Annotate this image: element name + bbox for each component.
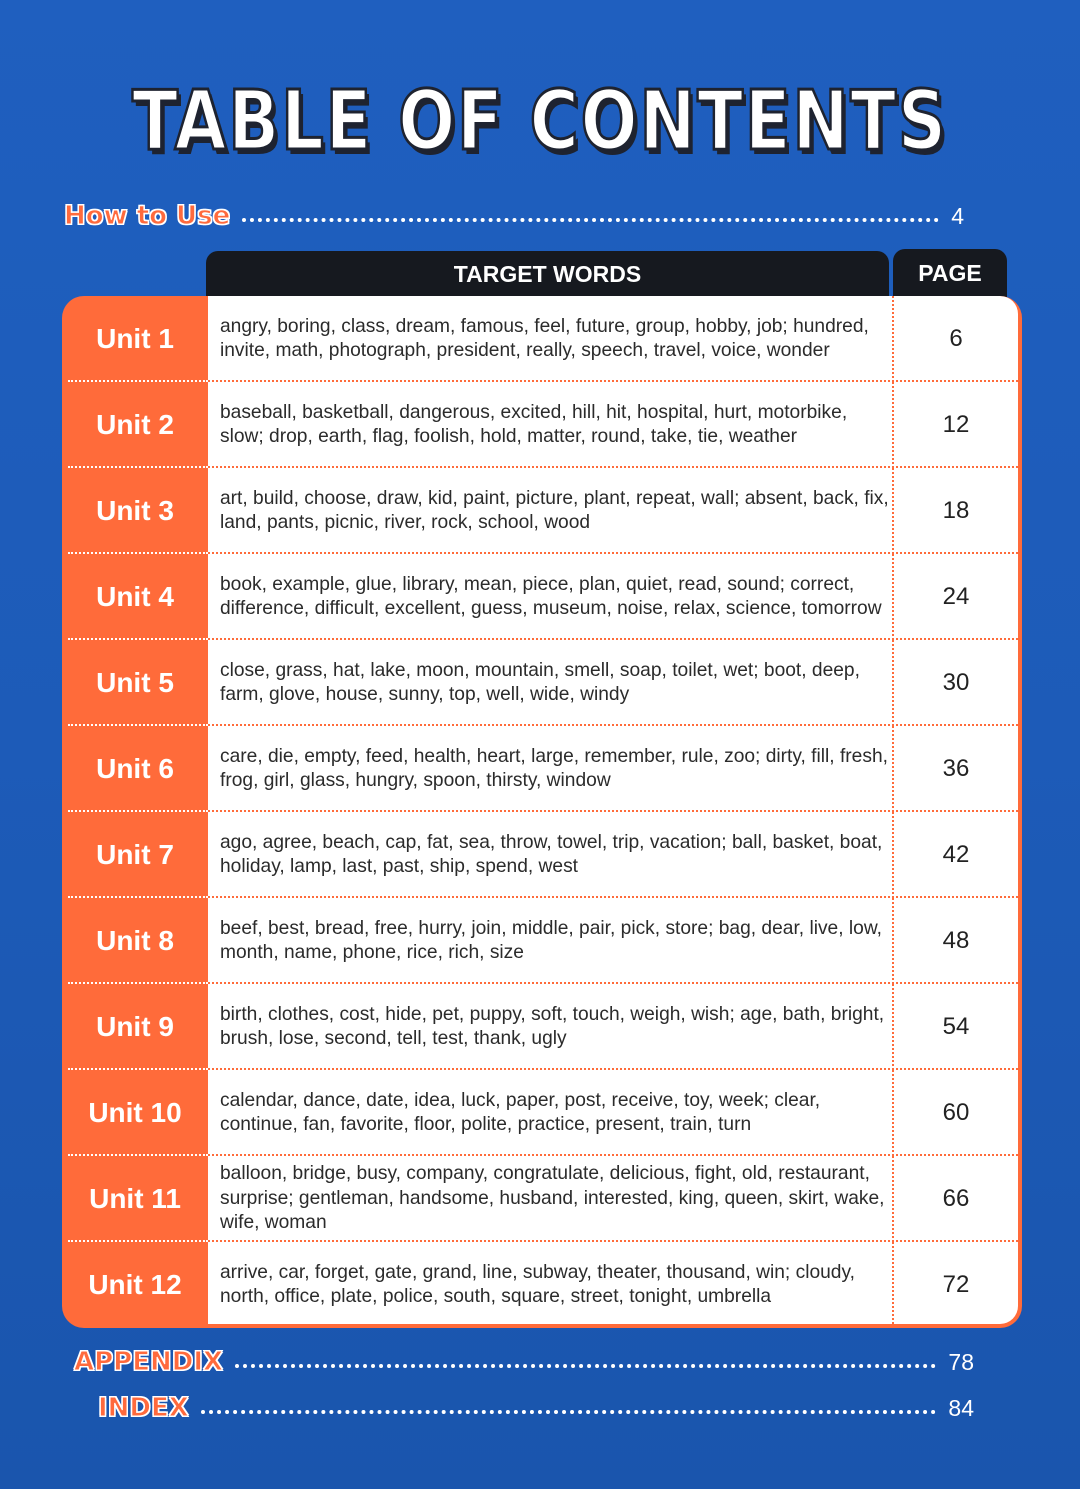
page-number: 48	[892, 898, 1018, 984]
page-number: 36	[892, 726, 1018, 812]
target-words-text: calendar, dance, date, idea, luck, paper, post, receive, toy, week; clear, continue, fan, favorite, floor, polite, practice, present, train, turn	[220, 1089, 821, 1135]
unit-label: Unit 6	[96, 753, 174, 784]
target-words	[220, 1242, 890, 1328]
table-row[interactable]	[62, 296, 1022, 382]
table-row[interactable]	[62, 468, 1022, 554]
target-words	[220, 984, 890, 1070]
page-number: 30	[892, 640, 1018, 726]
table-row[interactable]	[62, 1070, 1022, 1156]
unit-label: Unit 7	[96, 839, 174, 870]
page-title: TABLE OF CONTENTS	[132, 74, 948, 169]
table-row[interactable]	[62, 812, 1022, 898]
unit-label: Unit 2	[96, 409, 174, 440]
target-words-text: book, example, glue, library, mean, piece, plan, quiet, read, sound; correct, difference, difficult, excellent, guess, museum, noise, relax, science, tomorrow	[220, 573, 882, 619]
table-row[interactable]	[62, 382, 1022, 468]
dot-leader	[242, 218, 939, 222]
appendix-entry[interactable]	[74, 1347, 974, 1377]
how-to-use-entry[interactable]	[64, 201, 964, 231]
unit-label: Unit 5	[96, 667, 174, 698]
target-words	[220, 468, 890, 554]
index-label: INDEX	[98, 1393, 189, 1423]
page-number: 6	[892, 296, 1018, 382]
table-row[interactable]	[62, 1242, 1022, 1328]
target-words	[220, 554, 890, 640]
target-words-text: art, build, choose, draw, kid, paint, picture, plant, repeat, wall; absent, back, fix, land, pants, picnic, river, rock, school, wood	[220, 487, 889, 533]
table-row[interactable]	[62, 898, 1022, 984]
table-row[interactable]	[62, 1156, 1022, 1242]
target-words-text: birth, clothes, cost, hide, pet, puppy, soft, touch, weigh, wish; age, bath, bright, brush, lose, second, tell, test, thank, ugly	[220, 1003, 885, 1049]
target-words-text: beef, best, bread, free, hurry, join, middle, pair, pick, store; bag, dear, live, low, month, name, phone, rice, rich, size	[220, 917, 882, 963]
target-words	[220, 812, 890, 898]
target-words	[220, 726, 890, 812]
unit-label: Unit 1	[96, 323, 174, 354]
page-number: 54	[892, 984, 1018, 1070]
page-number: 42	[892, 812, 1018, 898]
target-words	[220, 898, 890, 984]
target-words	[220, 1070, 890, 1156]
unit-label: Unit 3	[96, 495, 174, 526]
how-to-use-page: 4	[951, 202, 964, 229]
dot-leader	[201, 1410, 937, 1414]
unit-label: Unit 9	[96, 1011, 174, 1042]
target-words	[220, 382, 890, 468]
page-header: PAGE	[893, 249, 1007, 297]
target-words	[220, 640, 890, 726]
target-words-text: balloon, bridge, busy, company, congratulate, delicious, fight, old, restaurant, surprise; gentleman, handsome, husband, interested, king, queen, skirt, wake, wife, woman	[220, 1163, 885, 1234]
unit-label: Unit 4	[96, 581, 174, 612]
page-number: 60	[892, 1070, 1018, 1156]
page-number: 12	[892, 382, 1018, 468]
target-words-text: baseball, basketball, dangerous, excited, hill, hit, hospital, hurt, motorbike, slow; drop, earth, flag, foolish, hold, matter, round, take, tie, weather	[220, 401, 848, 447]
unit-label: Unit 12	[88, 1269, 182, 1300]
target-words	[220, 1156, 890, 1242]
index-page: 84	[948, 1394, 974, 1421]
table-row[interactable]	[62, 984, 1022, 1070]
target-words-text: close, grass, hat, lake, moon, mountain, smell, soap, toilet, wet; boot, deep, farm, glove, house, sunny, top, well, wide, windy	[220, 659, 860, 705]
appendix-label: APPENDIX	[74, 1347, 224, 1377]
unit-label: Unit 11	[89, 1183, 181, 1214]
page-number: 72	[892, 1242, 1018, 1328]
page-number: 18	[892, 468, 1018, 554]
dot-leader	[235, 1364, 936, 1368]
target-words-header: TARGET WORDS	[206, 251, 889, 297]
target-words-text: angry, boring, class, dream, famous, feel, future, group, hobby, job; hundred, invite, math, photograph, president, really, speech, travel, voice, wonder	[220, 315, 869, 361]
unit-label: Unit 10	[88, 1097, 182, 1128]
target-words-text: arrive, car, forget, gate, grand, line, subway, theater, thousand, win; cloudy, north, office, plate, police, south, square, street, tonight, umbrella	[220, 1261, 855, 1307]
target-words	[220, 296, 890, 382]
index-entry[interactable]	[98, 1393, 974, 1423]
table-row[interactable]	[62, 640, 1022, 726]
appendix-page: 78	[948, 1348, 974, 1375]
page-number: 66	[892, 1156, 1018, 1242]
table-row[interactable]	[62, 726, 1022, 812]
target-words-text: care, die, empty, feed, health, heart, large, remember, rule, zoo; dirty, fill, fresh, frog, girl, glass, hungry, spoon, thirsty, window	[220, 745, 888, 791]
page-number: 24	[892, 554, 1018, 640]
contents-table	[62, 296, 1022, 1328]
unit-label: Unit 8	[96, 925, 174, 956]
target-words-text: ago, agree, beach, cap, fat, sea, throw, towel, trip, vacation; ball, basket, boat, holiday, lamp, last, past, ship, spend, west	[220, 831, 883, 877]
table-row[interactable]	[62, 554, 1022, 640]
how-to-use-label: How to Use	[64, 201, 231, 231]
